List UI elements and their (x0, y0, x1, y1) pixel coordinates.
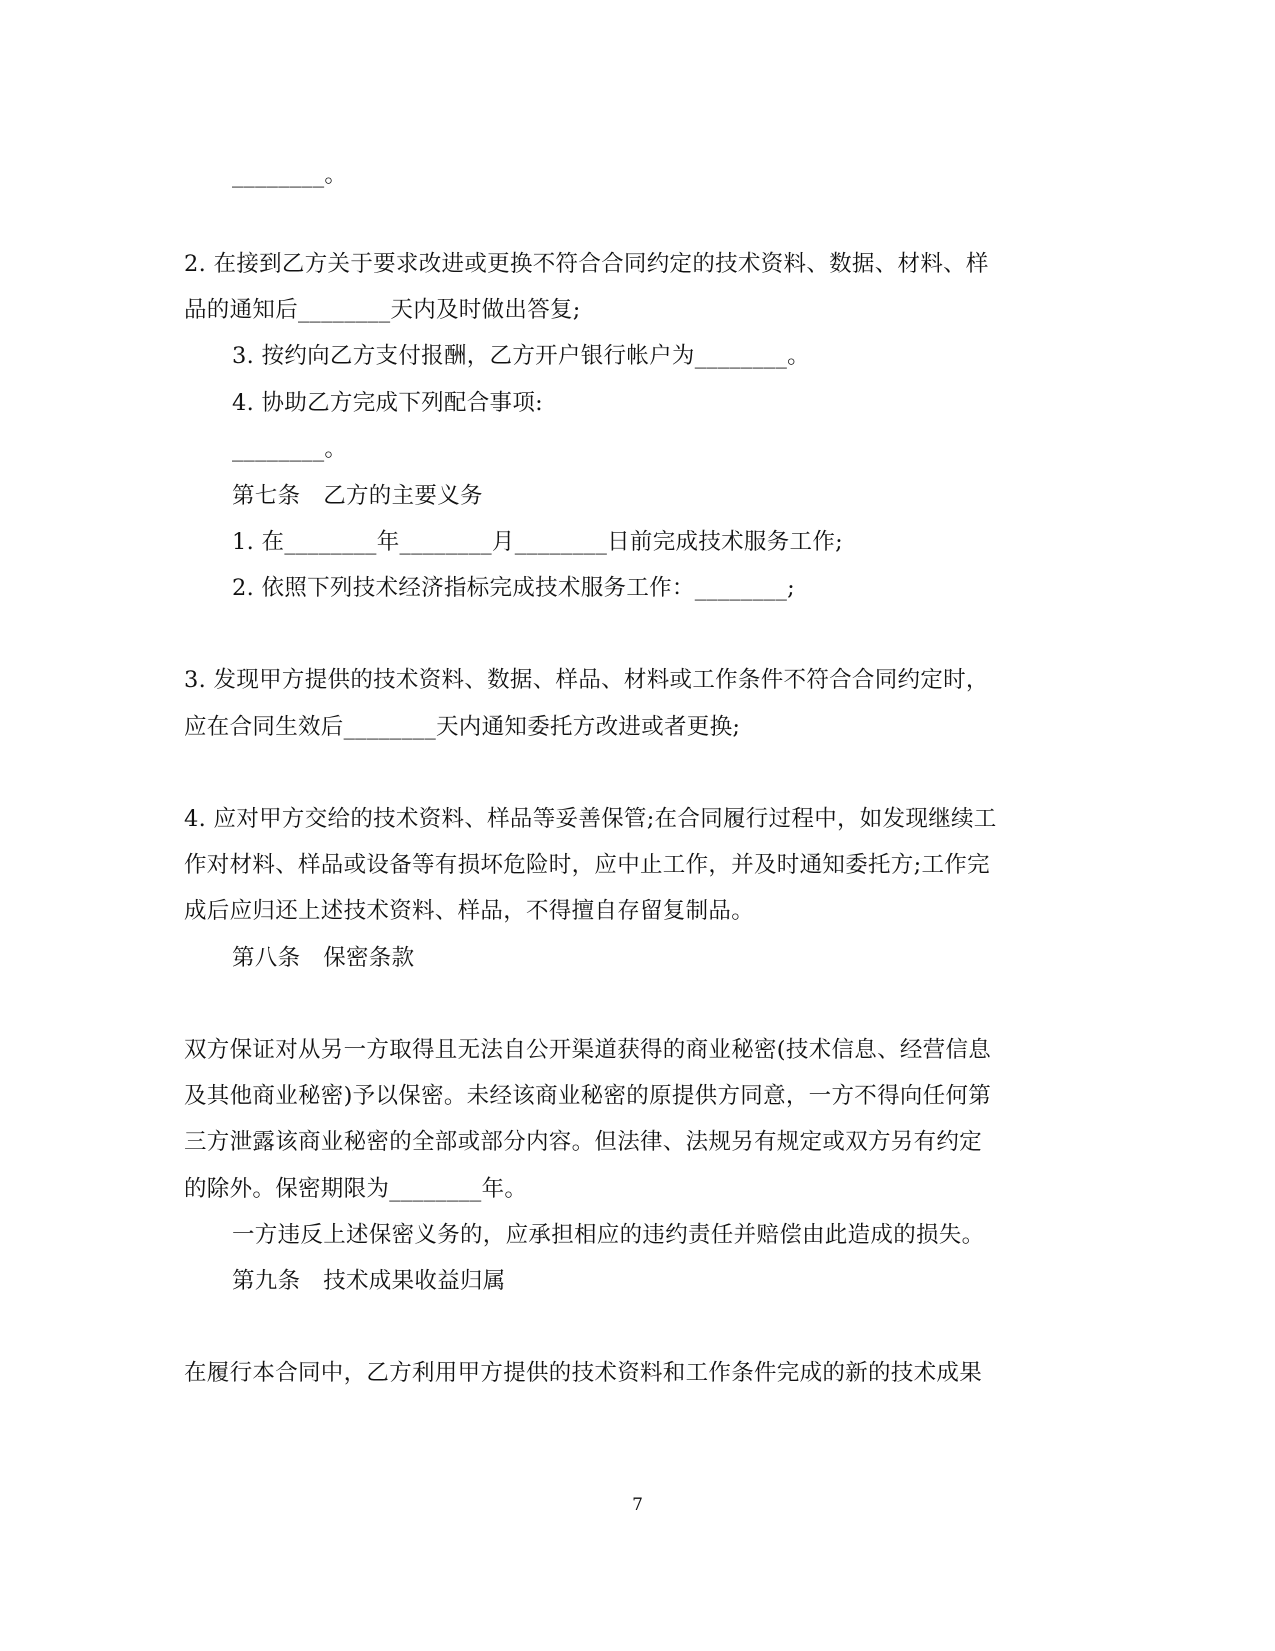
text-line: 及其他商业秘密)予以保密。未经该商业秘密的原提供方同意，一方不得向任何第 (184, 1083, 992, 1109)
section-heading: 第七条 乙方的主要义务 (232, 483, 483, 509)
section-heading: 第八条 保密条款 (232, 945, 415, 971)
text-line: 4. 应对甲方交给的技术资料、样品等妥善保管;在合同履行过程中，如发现继续工 (184, 806, 997, 832)
text-line: 双方保证对从另一方取得且无法自公开渠道获得的商业秘密(技术信息、经营信息 (184, 1037, 992, 1063)
text-line: 应在合同生效后________天内通知委托方改进或者更换; (184, 714, 741, 740)
section-heading: 第九条 技术成果收益归属 (232, 1268, 506, 1294)
text-line: 3. 发现甲方提供的技术资料、数据、样品、材料或工作条件不符合合同约定时， (184, 667, 989, 693)
text-line: 在履行本合同中，乙方利用甲方提供的技术资料和工作条件完成的新的技术成果 (184, 1360, 983, 1386)
text-line: 作对材料、样品或设备等有损坏危险时，应中止工作，并及时通知委托方;工作完 (184, 852, 990, 878)
text-line: 品的通知后________天内及时做出答复; (184, 297, 581, 323)
text-line: ________。 (232, 162, 348, 188)
text-line: 的除外。保密期限为________年。 (184, 1176, 528, 1202)
text-line: 三方泄露该商业秘密的全部或部分内容。但法律、法规另有规定或双方另有约定 (184, 1129, 983, 1155)
page-number: 7 (632, 1495, 643, 1515)
text-line: 2. 依照下列技术经济指标完成技术服务工作：________; (232, 575, 796, 601)
text-line: 2. 在接到乙方关于要求改进或更换不符合合同约定的技术资料、数据、材料、样 (184, 251, 989, 277)
text-line: 1. 在________年________月________日前完成技术服务工作; (232, 529, 844, 555)
text-line: ________。 (232, 436, 348, 462)
text-line: 成后应归还上述技术资料、样品，不得擅自存留复制品。 (184, 898, 755, 924)
text-line: 3. 按约向乙方支付报酬，乙方开户银行帐户为________。 (232, 343, 810, 369)
text-line: 一方违反上述保密义务的，应承担相应的违约责任并赔偿由此造成的损失。 (232, 1222, 985, 1248)
text-line: 4. 协助乙方完成下列配合事项: (232, 390, 544, 416)
